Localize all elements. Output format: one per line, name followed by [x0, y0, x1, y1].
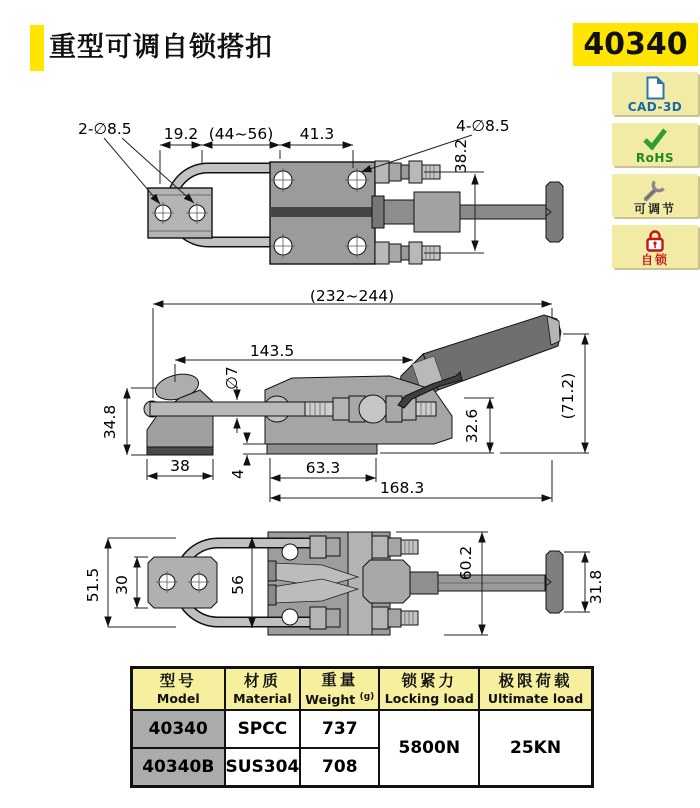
side-view-part [144, 315, 561, 455]
dim-label: 31.8 [587, 569, 605, 605]
header-en: Weight [305, 692, 356, 708]
dim-label: ∅7 [223, 366, 241, 390]
dim-label: 2-∅8.5 [78, 120, 132, 138]
dim-label: (44~56) [208, 125, 274, 143]
title-accent-bar [30, 25, 44, 71]
dim-label: 56 [229, 575, 247, 595]
header-zh: 重量 [321, 670, 359, 689]
side-view-drawing [60, 290, 620, 515]
header-ultimate-load [479, 668, 592, 711]
top-view-drawing [60, 110, 620, 290]
badge-label: 自锁 [640, 252, 669, 267]
wrench-icon [642, 178, 668, 202]
dim-label: 4 [229, 469, 247, 479]
table-header-row [132, 668, 593, 711]
t-handle [546, 182, 563, 242]
rod-thread [305, 402, 333, 416]
dim-label: 32.6 [463, 408, 481, 444]
header-material [225, 668, 301, 711]
shaft-collar [410, 572, 438, 594]
badge-adjustable [612, 174, 698, 217]
dim-label: 41.3 [299, 125, 335, 143]
badge-label: RoHS [635, 150, 675, 165]
weight-unit: (g) [359, 691, 375, 702]
hex-block [363, 560, 410, 603]
dim-label: 34.8 [101, 404, 119, 440]
model-cell: 40340B [132, 748, 225, 787]
dim-label: 168.3 [379, 479, 425, 497]
header-model [132, 668, 225, 711]
plan-view-drawing [60, 515, 620, 665]
material-cell: SUS304 [225, 748, 301, 787]
dim-label: 4-∅8.5 [456, 117, 510, 135]
padlock-icon [644, 229, 666, 253]
header-zh: 型号 [159, 672, 197, 690]
handle-lever [423, 315, 561, 390]
badge-label: 可调节 [633, 201, 676, 216]
dim-label: (232~244) [309, 290, 395, 305]
weight-cell: 708 [300, 748, 379, 787]
dim-label: 63.3 [305, 459, 341, 477]
plan-view-part [148, 532, 563, 635]
header-en: Model [156, 691, 200, 706]
header-locking-load [379, 668, 479, 711]
ultimate-load-cell: 25KN [479, 710, 592, 787]
header-en: Material [233, 691, 292, 706]
part-number-badge: 40340 [573, 23, 698, 66]
dim-label: 38 [170, 457, 190, 475]
dim-label: 30 [113, 575, 131, 595]
badge-cad-3d [612, 72, 698, 115]
header-en: Locking load [384, 691, 474, 706]
dim-label: 19.2 [163, 125, 199, 143]
dim-label: 51.5 [84, 567, 102, 603]
feature-badges [612, 72, 698, 276]
header-weight [300, 668, 379, 711]
dim-label: (71.2) [559, 372, 577, 420]
table-row [132, 710, 593, 748]
header-zh: 材质 [243, 672, 281, 690]
page-title: 重型可调自锁搭扣 [49, 32, 273, 63]
checkmark-icon [642, 127, 668, 151]
t-handle [546, 551, 563, 613]
locking-load-cell: 5800N [379, 710, 479, 787]
weight-cell: 737 [300, 710, 379, 748]
catch-wedge [147, 390, 213, 447]
model-cell: 40340 [132, 710, 225, 748]
badge-rohs [612, 123, 698, 166]
badge-label: CAD-3D [627, 99, 683, 114]
header-zh: 极限荷载 [498, 672, 573, 690]
base-plate [267, 444, 377, 454]
hook-rod [150, 402, 305, 416]
body-groove [270, 207, 375, 217]
material-cell: SPCC [225, 710, 301, 748]
header-zh: 锁紧力 [401, 672, 458, 690]
header-en: Ultimate load [487, 691, 584, 706]
catch-base-strip [147, 447, 213, 455]
badge-self-lock [612, 225, 698, 268]
top-view-part [148, 161, 563, 264]
dim-label: 38.2 [452, 138, 470, 174]
dim-label: 60.2 [457, 545, 475, 581]
spec-table [130, 666, 594, 788]
cad-file-icon [645, 76, 666, 100]
dim-label: 143.5 [249, 342, 295, 360]
center-mechanism [372, 182, 563, 242]
